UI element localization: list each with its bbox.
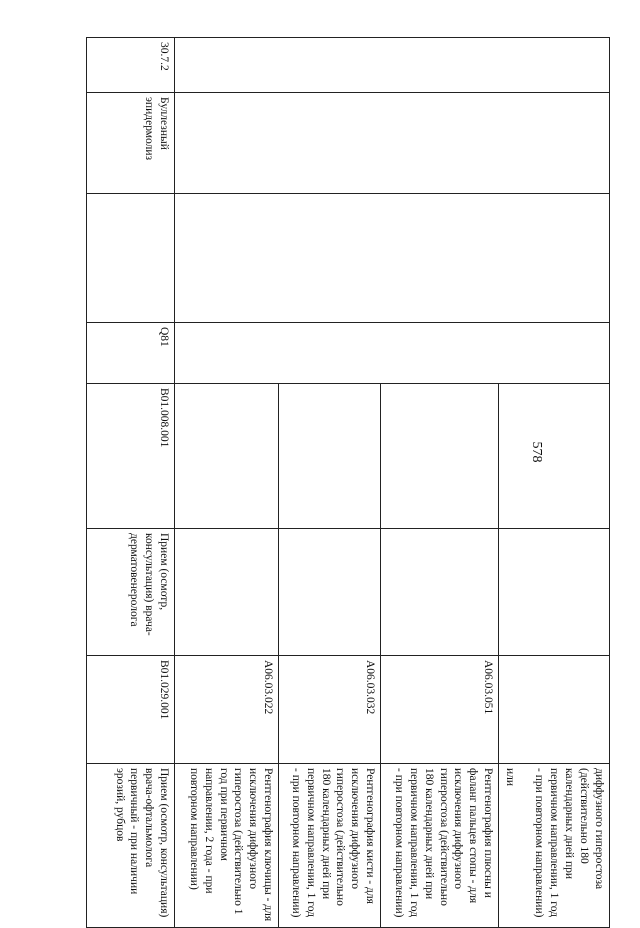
cell-empty — [87, 194, 175, 323]
cell-empty — [279, 38, 381, 93]
cell-empty — [381, 384, 499, 529]
cell-empty — [175, 38, 279, 93]
cell-service-desc: Рентгенография кисти - для исключения диффузного гиперостоза (действительно 180 календарных дней при первичном направлении, 1 год - при повторном направлении) — [279, 764, 381, 928]
cell-empty — [499, 656, 610, 764]
table-row — [499, 38, 610, 928]
table-row — [279, 38, 381, 928]
conjunction-text: или — [504, 768, 517, 787]
cell-service-desc: Рентгенография ключицы - для исключения диффузного гиперостоза (действительно 1 год при первичном направлении, 2 года - при повторном направлении) — [175, 764, 279, 928]
cell-empty — [175, 194, 279, 323]
cell-empty — [499, 529, 610, 656]
cell-empty — [499, 194, 610, 323]
cell-empty — [499, 93, 610, 194]
cell-empty — [381, 194, 499, 323]
cell-empty — [279, 194, 381, 323]
cell-empty — [499, 38, 610, 93]
page-number: 578 — [529, 441, 544, 463]
cell-empty — [279, 529, 381, 656]
cell-empty — [175, 384, 279, 529]
cell-empty — [499, 384, 610, 529]
cell-empty — [499, 323, 610, 384]
cell-empty — [381, 323, 499, 384]
cell-service-code: B01.008.001 — [87, 384, 175, 529]
cell-empty — [381, 38, 499, 93]
cell-empty — [175, 529, 279, 656]
cell-service-code: A06.03.032 — [279, 656, 381, 764]
regulation-table — [86, 37, 610, 928]
cell-disease-name: Буллезный эпидермолиз — [87, 93, 175, 194]
cell-service-name: Прием (осмотр, консультация) врача-дерматовенеролога — [87, 529, 175, 656]
cell-empty — [381, 93, 499, 194]
cell-empty — [175, 323, 279, 384]
cell-desc-continued — [499, 764, 610, 928]
cell-empty — [175, 93, 279, 194]
cell-service-code: A06.03.022 — [175, 656, 279, 764]
cell-empty — [381, 529, 499, 656]
cell-empty — [279, 323, 381, 384]
cell-service-desc: Прием (осмотр, консультация) врача-офтальмолога первичный - при наличии эрозий, рубцов — [87, 764, 175, 928]
cell-empty — [279, 384, 381, 529]
rotated-table-wrapper — [90, 37, 610, 922]
cell-empty — [279, 93, 381, 194]
cell-service-code: A06.03.051 — [381, 656, 499, 764]
cell-icd-code: Q81 — [87, 323, 175, 384]
desc-continued-text: диффузного гиперостоза (действительно 180 календарных дней при первичном направлении, 1 год - при повторном направлении) — [533, 768, 605, 918]
table-row — [175, 38, 279, 928]
cell-row-number: 30.7.2 — [87, 38, 175, 93]
cell-service-desc: Рентгенография плюсны и фаланг пальцев стопы - для исключения диффузного гиперостоза (действительно 180 календарных дней при первичном направлении, 1 год - при повторном направлении) — [381, 764, 499, 928]
cell-service-code: B01.029.001 — [87, 656, 175, 764]
table-row — [381, 38, 499, 928]
table-row — [87, 38, 175, 928]
